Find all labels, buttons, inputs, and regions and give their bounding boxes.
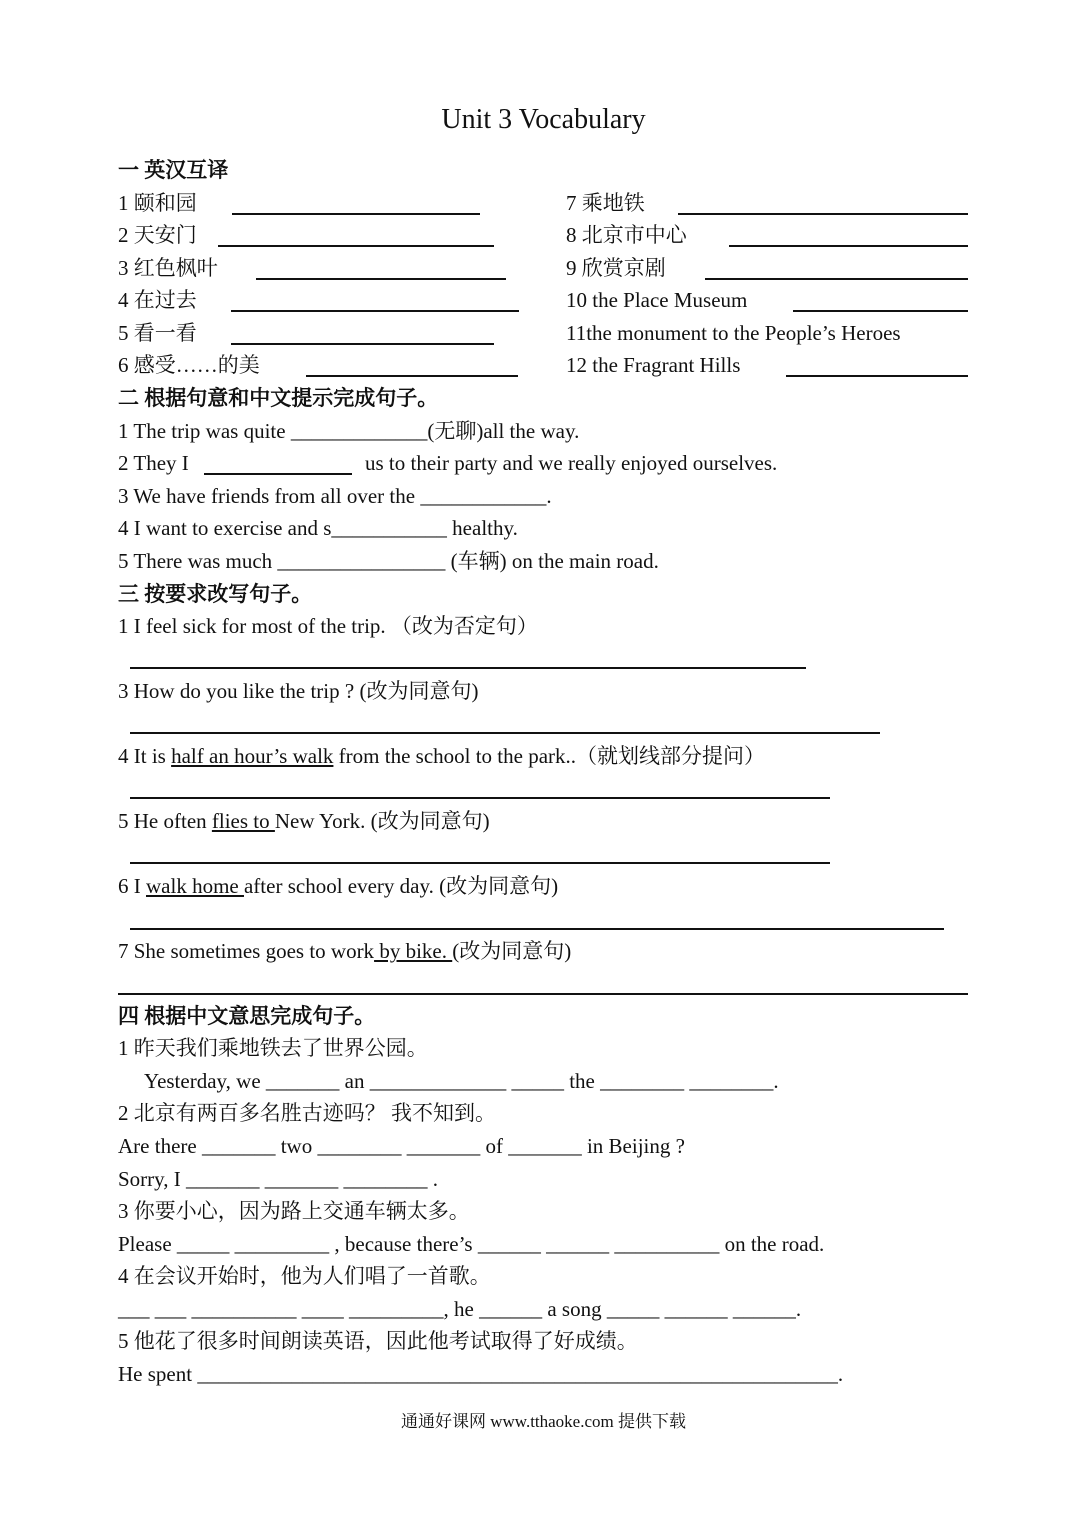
section4-heading: 四 根据中文意思完成句子。	[118, 1004, 376, 1028]
translate-prompt-2: 2 北京有两百多名胜古迹吗？ 我不知到。	[118, 1101, 496, 1125]
rewrite-question-4: 4 It is half an hour’s walk from the school to the park..（就划线部分提问）	[118, 744, 766, 768]
underlined-phrase: walk home	[146, 874, 244, 898]
answer-blank-2[interactable]	[218, 245, 494, 247]
fill-sentence-5: 5 There was much ________________ (车辆) on the main road.	[118, 549, 659, 573]
fill-sentence-3: 3 We have friends from all over the ____________.	[118, 484, 552, 508]
vocab-item-6: 6 感受……的美	[118, 353, 260, 377]
fill-sentence-1: 1 The trip was quite _____________(无聊)all the way.	[118, 419, 580, 443]
answer-blank-8[interactable]	[729, 245, 968, 247]
translate-line-3: Please _____ _________ , because there’s ______ ______ __________ on the road.	[118, 1232, 825, 1256]
fill-sentence-2: 2 They I	[118, 451, 189, 475]
rewrite-answer-4[interactable]	[130, 797, 830, 799]
page-title: Unit 3 Vocabulary	[441, 104, 646, 135]
vocab-item-2: 2 天安门	[118, 223, 197, 247]
translate-line-2b: Sorry, I _______ _______ ________ .	[118, 1167, 439, 1191]
section1-heading: 一 英汉互译	[118, 158, 229, 182]
translate-line-4: ___ ___ __________ ____ _________, he ______ a song _____ ______ ______.	[118, 1297, 802, 1321]
rewrite-answer-1[interactable]	[130, 667, 806, 669]
rewrite-question-6: 6 I walk home after school every day. (改为同意句)	[118, 874, 559, 898]
translate-prompt-4: 4 在会议开始时，他为人们唱了一首歌。	[118, 1264, 491, 1288]
translate-prompt-3: 3 你要小心，因为路上交通车辆太多。	[118, 1199, 470, 1223]
answer-blank-6[interactable]	[306, 375, 518, 377]
answer-blank-3[interactable]	[256, 278, 506, 280]
answer-blank-10[interactable]	[793, 310, 968, 312]
translate-line-5: He spent _____________________________________________________________.	[118, 1362, 844, 1386]
underlined-phrase: flies to	[211, 809, 275, 833]
section2-heading: 二 根据句意和中文提示完成句子。	[118, 386, 439, 410]
translate-line-1: Yesterday, we _______ an _____________ _____ the ________ ________.	[144, 1069, 779, 1093]
answer-blank-7[interactable]	[678, 213, 968, 215]
rewrite-question-5: 5 He often flies to New York. (改为同意句)	[118, 809, 490, 833]
vocab-item-12: 12 the Fragrant Hills	[566, 353, 741, 377]
rewrite-answer-3[interactable]	[130, 732, 880, 734]
rewrite-question-3: 3 How do you like the trip ? (改为同意句)	[118, 679, 479, 703]
answer-blank-12[interactable]	[786, 375, 968, 377]
answer-blank-1[interactable]	[232, 213, 480, 215]
vocab-item-3: 3 红色枫叶	[118, 256, 218, 280]
rewrite-answer-7[interactable]	[118, 993, 968, 995]
rewrite-question-7: 7 She sometimes goes to work by bike. (改为同意句)	[118, 939, 572, 963]
answer-blank-9[interactable]	[705, 278, 968, 280]
vocab-item-9: 9 欣赏京剧	[566, 256, 666, 280]
rewrite-answer-6[interactable]	[130, 928, 944, 930]
footer-credit: 通通好课网 www.tthaoke.com 提供下载	[400, 1412, 687, 1431]
vocab-item-4: 4 在过去	[118, 288, 197, 312]
vocab-item-10: 10 the Place Museum	[566, 288, 748, 312]
answer-blank-4[interactable]	[231, 310, 519, 312]
fill-sentence-4: 4 I want to exercise and s___________ healthy.	[118, 516, 518, 540]
vocab-item-7: 7 乘地铁	[566, 191, 645, 215]
vocab-item-11: 11the monument to the People’s Heroes	[566, 321, 901, 345]
vocab-item-8: 8 北京市中心	[566, 223, 687, 247]
rewrite-question-1: 1 I feel sick for most of the trip. （改为否定句）	[118, 614, 538, 638]
translate-prompt-5: 5 他花了很多时间朗读英语，因此他考试取得了好成绩。	[118, 1329, 638, 1353]
section3-heading: 三 按要求改写句子。	[118, 582, 313, 606]
underlined-phrase: half an hour’s walk	[171, 744, 334, 768]
vocab-item-5: 5 看一看	[118, 321, 197, 345]
vocab-item-1: 1 颐和园	[118, 191, 197, 215]
underlined-phrase: by bike.	[374, 939, 453, 963]
translate-line-2a: Are there _______ two ________ _______ of _______ in Beijing ?	[118, 1134, 685, 1158]
fill-sentence-2-rest: us to their party and we really enjoyed ourselves.	[365, 451, 778, 475]
fill-blank-2[interactable]	[204, 473, 352, 475]
rewrite-answer-5[interactable]	[130, 862, 830, 864]
answer-blank-5[interactable]	[231, 343, 494, 345]
translate-prompt-1: 1 昨天我们乘地铁去了世界公园。	[118, 1036, 428, 1060]
